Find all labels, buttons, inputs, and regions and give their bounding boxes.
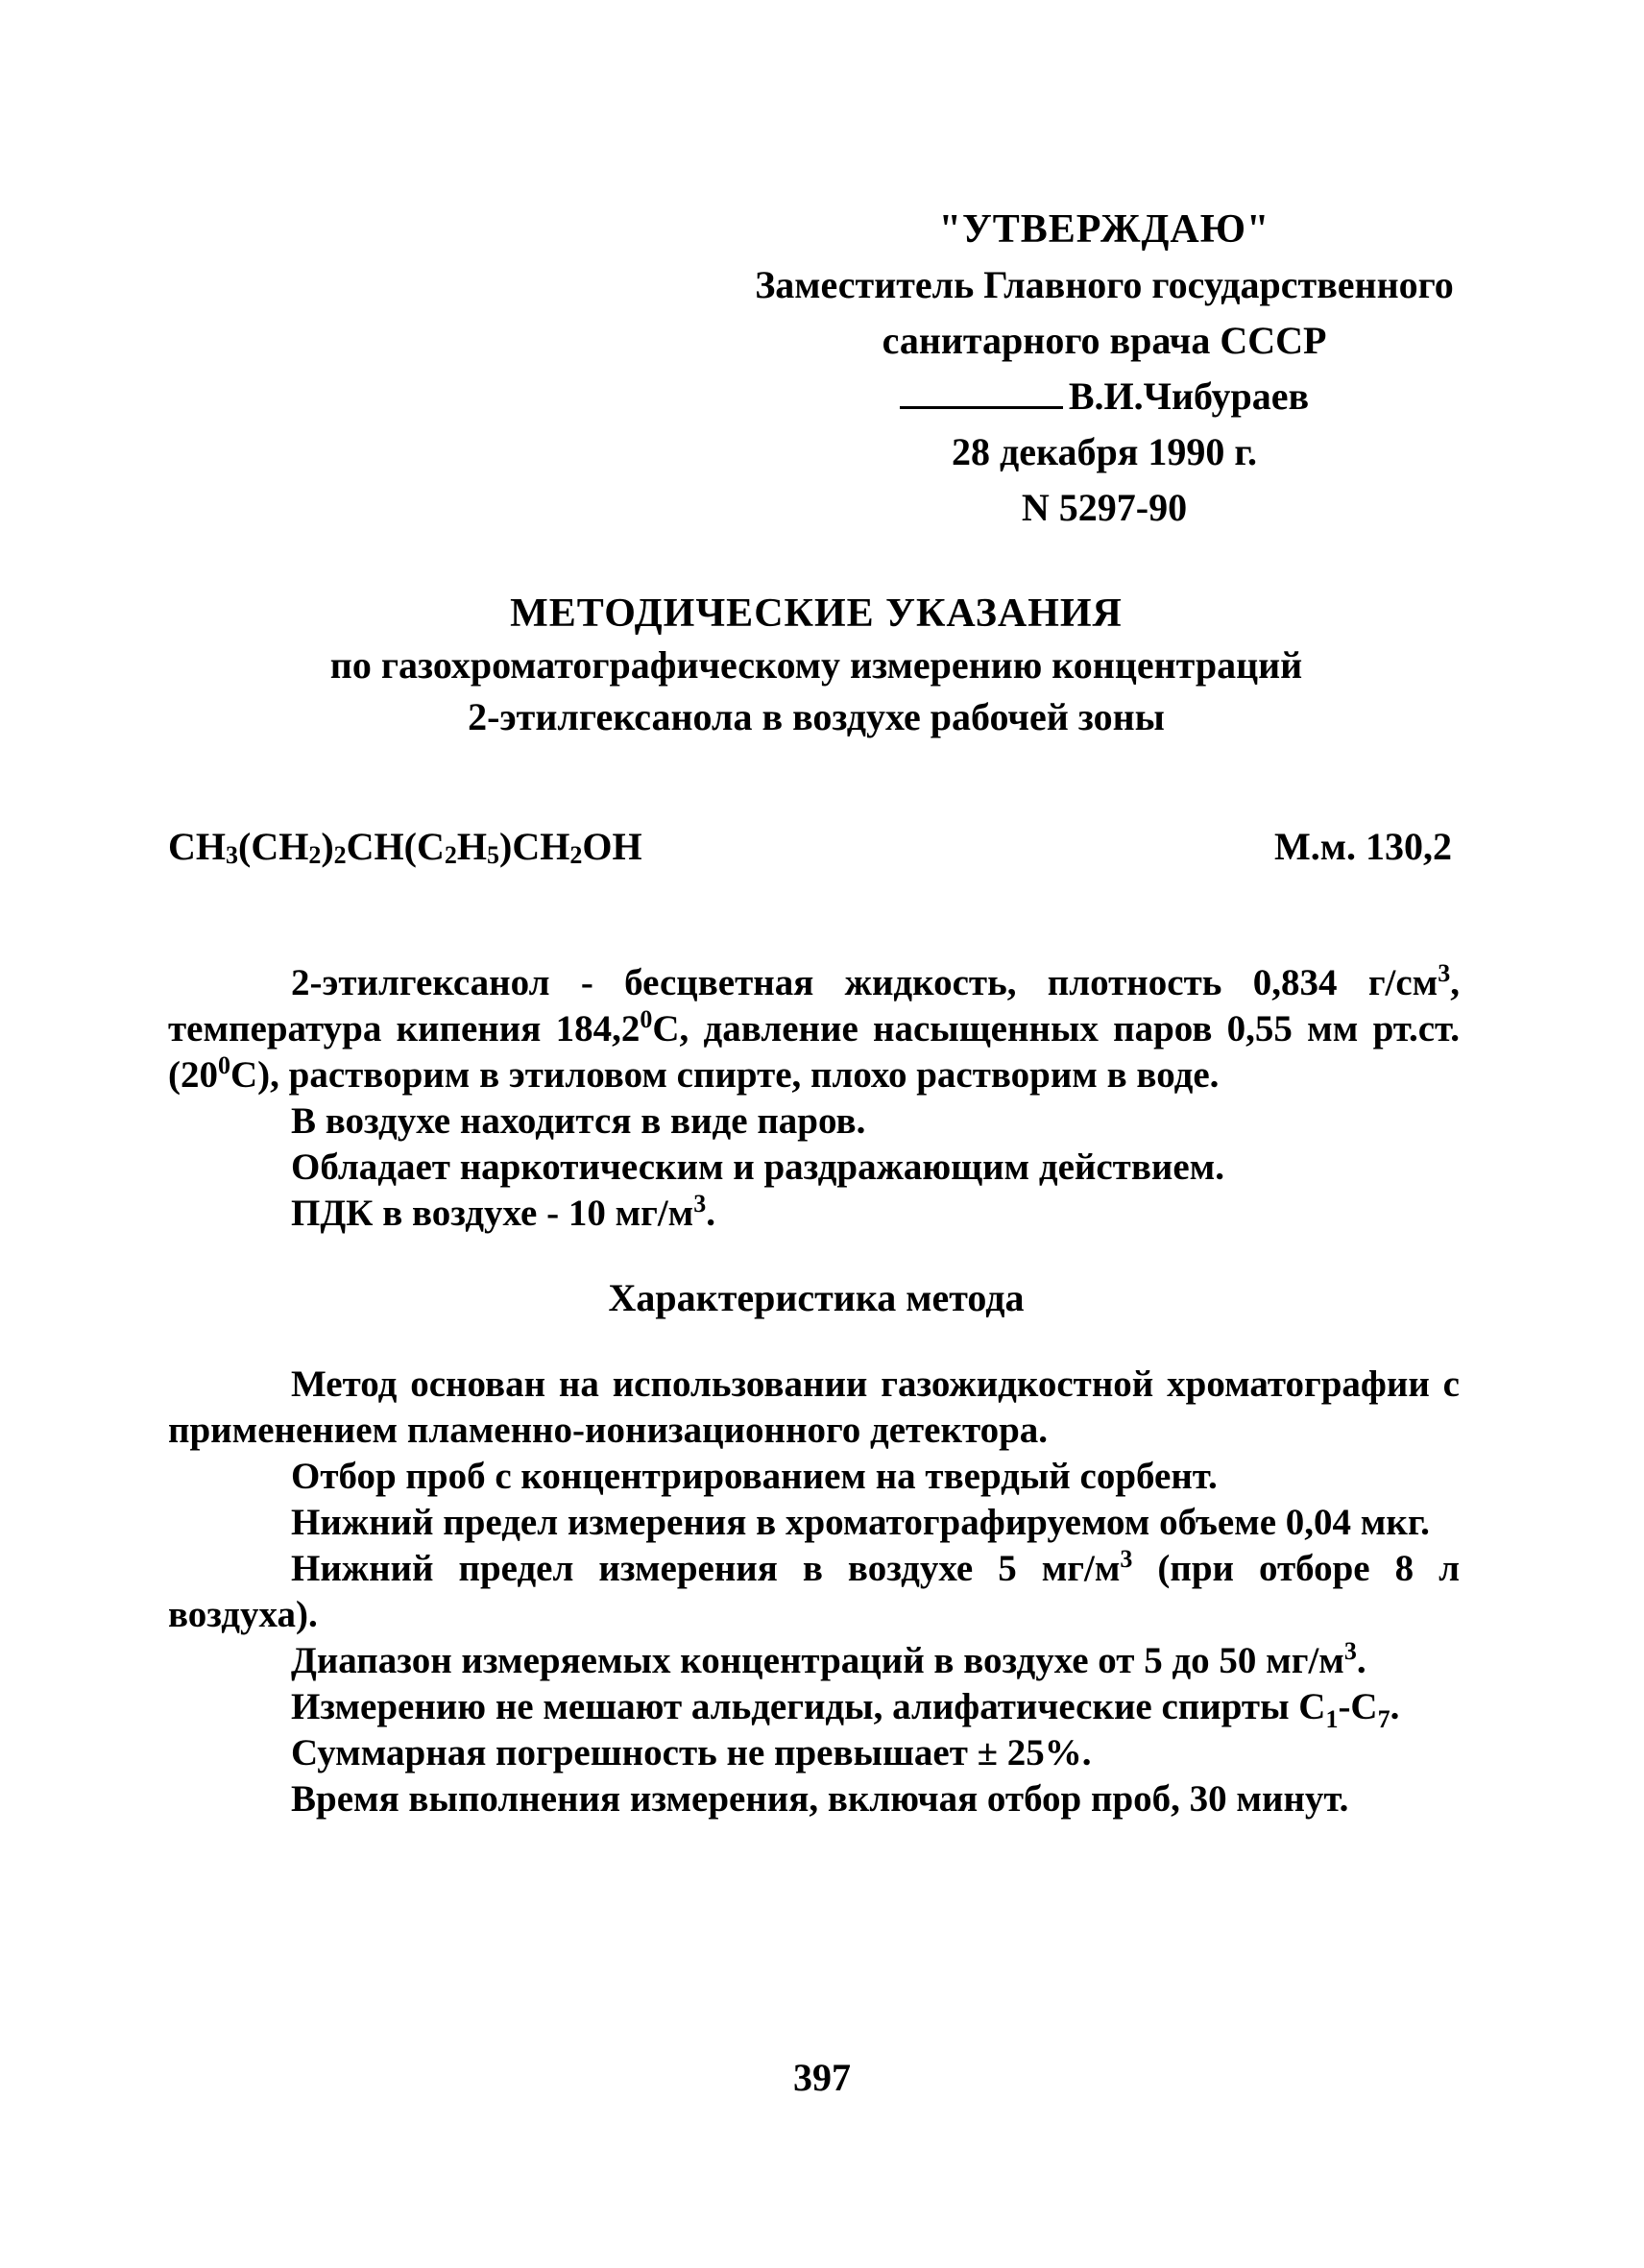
method-basis: Метод основан на использовании газожидкостной хроматографии с применением пламенно-ионизационного детектора. [168,1363,1460,1451]
title-subtitle-line2: 2-этилгексанола в воздухе рабочей зоны [468,695,1165,738]
signer-name: В.И.Чибураев [1068,374,1310,418]
document-number: N 5297-90 [1021,486,1188,529]
description-section [168,960,1460,1237]
method-duration: Время выполнения измерения, включая отбор проб, 30 минут. [291,1778,1349,1820]
approver-position-line1: Заместитель Главного государственного [755,263,1454,306]
approver-position-line2: санитарного врача СССР [882,319,1327,362]
description-vapor: В воздухе находится в виде паров. [291,1100,866,1142]
title-subtitle-line1: по газохроматографическому измерению концентраций [329,643,1303,687]
method-lower-limit-volume: Нижний предел измерения в хроматографируемом объеме 0,04 мкг. [291,1502,1430,1543]
method-interference: Измерению не мешают альдегиды, алифатические спирты $С_1-С_7$. [291,1686,1400,1733]
method-heading: Характеристика метода [608,1276,1025,1319]
page-number: 397 [793,2056,851,2099]
chemical-formula: $CH_3(CH_2)_2CH(C_2H_5)CH_2OH$ [168,825,642,869]
method-range: Диапазон измеряемых концентраций в воздухе от 5 до 50 $мг/м^3$. [291,1637,1366,1681]
molecular-mass: М.м. 130,2 [1274,825,1452,868]
title-main: МЕТОДИЧЕСКИЕ УКАЗАНИЯ [510,591,1123,636]
method-section [168,1362,1460,1822]
method-error: Суммарная погрешность не превышает ± 25%. [291,1732,1092,1773]
formula-row [168,824,1452,870]
approval-block [672,202,1536,536]
method-sampling: Отбор проб с концентрированием на твердый сорбент. [291,1456,1218,1497]
description-effect: Обладает наркотическим и раздражающим действием. [291,1146,1224,1188]
description-paragraph: 2-этилгексанол - бесцветная жидкость, плотность 0,834 $г/см^3$, температура кипения 184,2$^0$С, давление насыщенных паров 0,55 мм рт.ст. $(20^0С)$, растворим в этиловом спирте, плохо растворим в воде. [168,959,1461,1096]
approval-stamp: "УТВЕРЖДАЮ" [938,207,1270,252]
description-mac: ПДК в воздухе - 10 $мг/м^3$. [291,1190,715,1234]
approval-date: 28 декабря 1990 г. [952,430,1257,473]
document-title [192,588,1440,743]
method-lower-limit-air: Нижний предел измерения в воздухе 5 $мг/м^3$ (при отборе 8 л воздуха). [168,1545,1460,1635]
signature-blank [900,377,1063,409]
signature-line [672,369,1536,424]
